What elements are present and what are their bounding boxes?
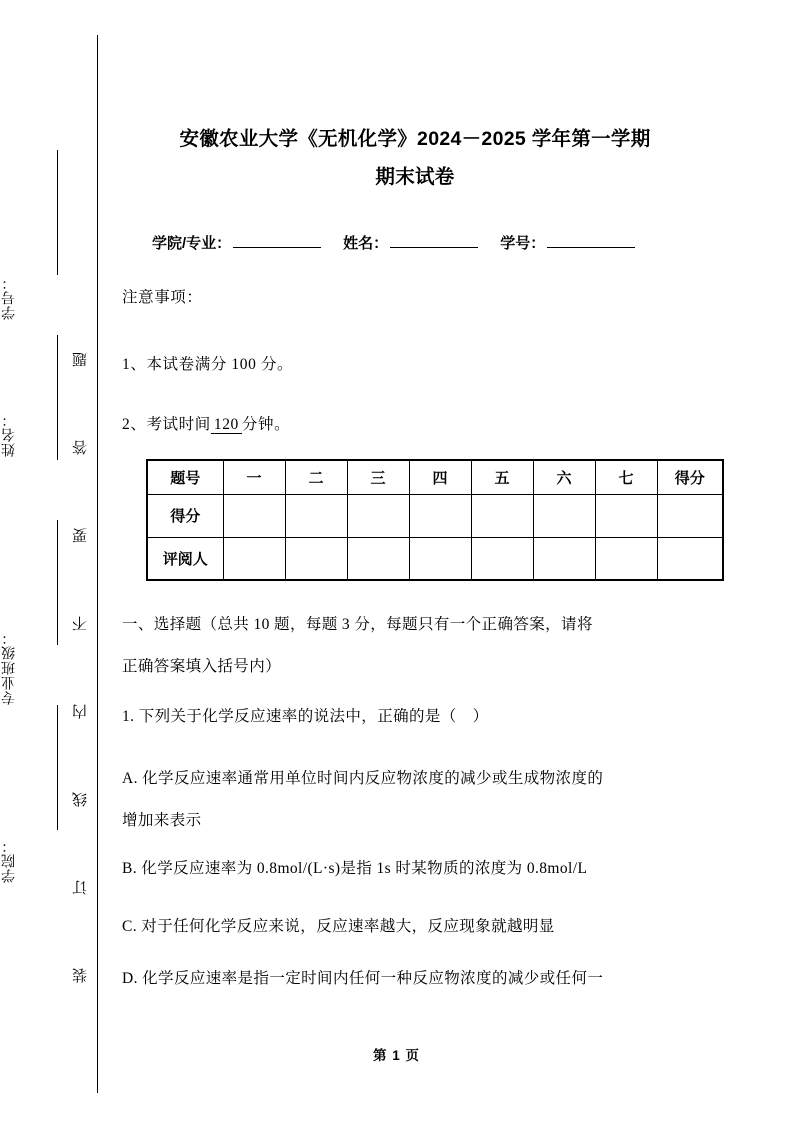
table-header-cell: 五 xyxy=(471,460,533,494)
binding-margin xyxy=(0,0,110,1122)
table-cell[interactable] xyxy=(347,494,409,537)
table-cell[interactable] xyxy=(533,494,595,537)
section-1-heading xyxy=(122,604,728,688)
question-1-option-b[interactable]: B. 化学反应速率为 0.8mol/(L·s)是指 1s 时某物质的浓度为 0.8mol/L xyxy=(122,860,588,877)
table-header-cell: 一 xyxy=(223,460,285,494)
margin-char-ding: 订 xyxy=(73,880,89,895)
margin-char-ti: 题 xyxy=(73,352,89,367)
name-label: 姓名： xyxy=(343,235,389,252)
score-table-container xyxy=(146,459,716,581)
table-cell[interactable] xyxy=(409,494,471,537)
table-row xyxy=(147,494,723,537)
table-cell[interactable] xyxy=(223,494,285,537)
table-cell[interactable] xyxy=(657,494,723,537)
margin-label-college: 学院： xyxy=(2,838,17,883)
table-header-cell: 三 xyxy=(347,460,409,494)
margin-char-zhuang: 装 xyxy=(73,968,89,983)
student-id-label: 学号： xyxy=(500,235,546,252)
table-cell[interactable] xyxy=(595,537,657,580)
question-1-option-a[interactable] xyxy=(122,758,728,842)
notice-item-2-suffix: 分钟。 xyxy=(241,416,291,433)
question-1-option-c[interactable]: C. 对于任何化学反应来说，反应速率越大，反应现象就越明显 xyxy=(122,918,555,935)
margin-label-name: 姓名： xyxy=(2,412,17,457)
table-header-cell: 七 xyxy=(595,460,657,494)
exam-duration-value: 120 xyxy=(211,416,242,434)
table-header-cell: 四 xyxy=(409,460,471,494)
margin-rule-segment-3 xyxy=(57,520,58,645)
name-field[interactable] xyxy=(390,234,478,248)
margin-rule-segment-4 xyxy=(57,705,58,830)
margin-rule-segment-1 xyxy=(57,150,58,275)
question-1-option-d[interactable]: D. 化学反应速率是指一定时间内任何一种反应物浓度的减少或任何一 xyxy=(122,970,604,987)
notice-heading: 注意事项： xyxy=(122,289,203,306)
section-1-heading-line-1: 一、选择题（总共 10 题，每题 3 分，每题只有一个正确答案，请将 xyxy=(122,616,593,633)
question-1-option-a-line-2: 增加来表示 xyxy=(122,812,202,829)
margin-rule-segment-2 xyxy=(57,335,58,460)
table-cell[interactable] xyxy=(223,537,285,580)
table-header-cell: 二 xyxy=(285,460,347,494)
table-row-label: 得分 xyxy=(147,494,223,537)
identity-fields-row xyxy=(152,232,732,253)
page-title-line-1: 安徽农业大学《无机化学》2024－2025 学年第一学期 xyxy=(179,128,651,150)
table-cell[interactable] xyxy=(471,537,533,580)
table-cell[interactable] xyxy=(409,537,471,580)
table-row-header xyxy=(147,460,723,494)
question-1-option-a-line-1: A. 化学反应速率通常用单位时间内反应物浓度的减少或生成物浓度的 xyxy=(122,770,604,787)
table-cell[interactable] xyxy=(533,537,595,580)
question-1-stem: 1. 下列关于化学反应速率的说法中，正确的是（ ） xyxy=(122,708,489,725)
table-cell[interactable] xyxy=(285,537,347,580)
margin-char-da: 答 xyxy=(73,440,89,455)
table-row xyxy=(147,537,723,580)
section-1-heading-line-2: 正确答案填入括号内） xyxy=(122,658,282,675)
score-table xyxy=(146,459,724,581)
table-cell[interactable] xyxy=(657,537,723,580)
college-major-field[interactable] xyxy=(233,234,321,248)
page-title-line-2: 期末试卷 xyxy=(375,166,455,188)
student-id-field[interactable] xyxy=(547,234,635,248)
table-cell[interactable] xyxy=(595,494,657,537)
notice-item-2 xyxy=(122,412,290,434)
page-footer: 第 1 页 xyxy=(372,1048,420,1063)
margin-divider-line xyxy=(97,35,98,1093)
margin-char-yao: 要 xyxy=(73,528,89,543)
margin-label-student-id: 学号： xyxy=(2,275,17,320)
table-cell[interactable] xyxy=(285,494,347,537)
page-title xyxy=(115,120,715,196)
margin-label-major-class: 专业班级： xyxy=(2,630,17,705)
table-header-cell: 六 xyxy=(533,460,595,494)
table-cell[interactable] xyxy=(471,494,533,537)
notice-item-1: 1、本试卷满分 100 分。 xyxy=(122,356,294,373)
table-cell[interactable] xyxy=(347,537,409,580)
college-major-label: 学院/专业： xyxy=(152,235,232,252)
table-header-cell: 得分 xyxy=(657,460,723,494)
table-header-cell: 题号 xyxy=(147,460,223,494)
margin-char-xian: 线 xyxy=(73,792,89,807)
notice-item-2-prefix: 2、考试时间 xyxy=(122,416,211,433)
margin-char-bu: 不 xyxy=(73,616,89,631)
table-row-label: 评阅人 xyxy=(147,537,223,580)
margin-char-nei: 内 xyxy=(73,704,89,719)
